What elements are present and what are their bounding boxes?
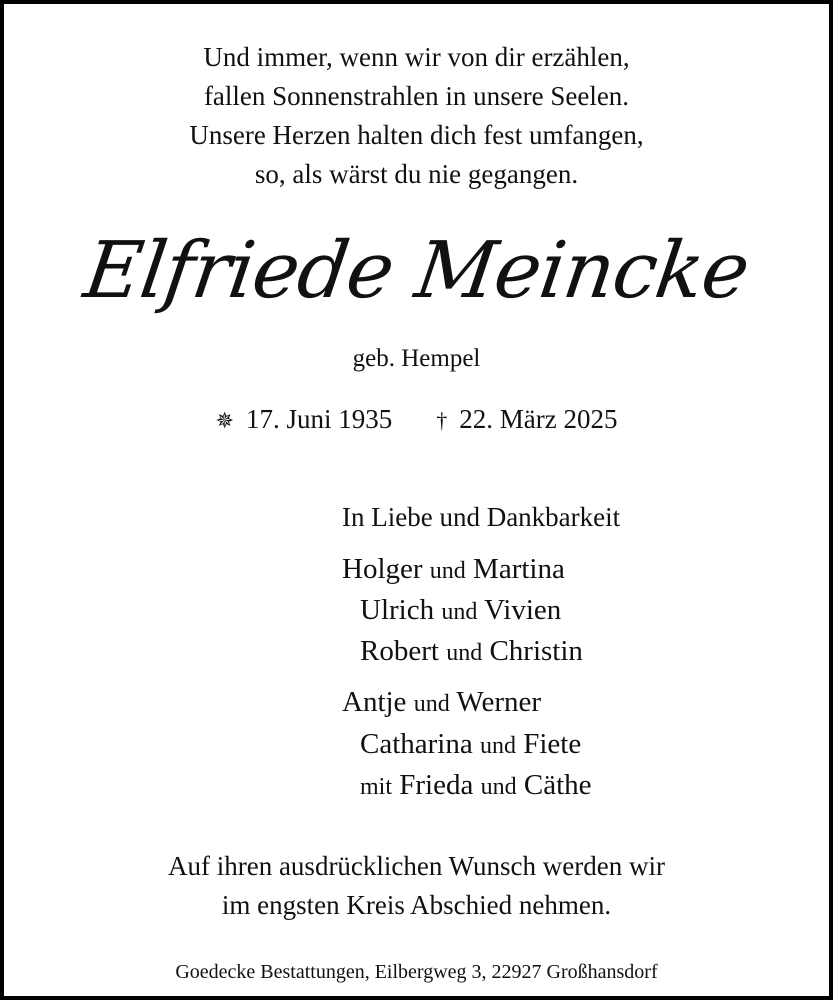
mourner-couple: Antje und Werner — [342, 686, 542, 718]
death-cross-icon: † — [436, 408, 448, 433]
mourner-couple: Holger und Martina — [342, 553, 565, 585]
maiden-name: geb. Hempel — [352, 345, 481, 372]
mourners-intro: In Liebe und Dankbarkeit — [342, 502, 621, 532]
deceased-name: Elfriede Meincke — [78, 226, 754, 316]
poem-line: so, als wärst du nie gegangen. — [254, 159, 579, 189]
poem-line: Unsere Herzen halten dich fest umfangen, — [189, 120, 644, 150]
wish-line: Auf ihren ausdrücklichen Wunsch werden wir — [167, 851, 665, 881]
wish-line: im engsten Kreis Abschied nehmen. — [221, 890, 612, 920]
funeral-wish — [4, 847, 829, 925]
death-date: 22. März 2025 — [459, 404, 618, 434]
mourner-couple: Robert und Christin — [360, 635, 583, 667]
birth-star-icon: ✵ — [215, 408, 234, 433]
mourner-grandchildren: mit Frieda und Cäthe — [360, 769, 592, 801]
poem-line: fallen Sonnenstrahlen in unsere Seelen. — [203, 81, 630, 111]
birth-date: 17. Juni 1935 — [245, 404, 393, 434]
funeral-home: Goedecke Bestattungen, Eilbergweg 3, 22927 Großhansdorf — [175, 961, 658, 983]
mourner-couple: Ulrich und Vivien — [360, 594, 562, 626]
mourner-couple: Catharina und Fiete — [360, 728, 582, 760]
poem-line: Und immer, wenn wir von dir erzählen, — [203, 42, 630, 72]
life-dates — [4, 404, 829, 435]
poem — [4, 38, 829, 194]
